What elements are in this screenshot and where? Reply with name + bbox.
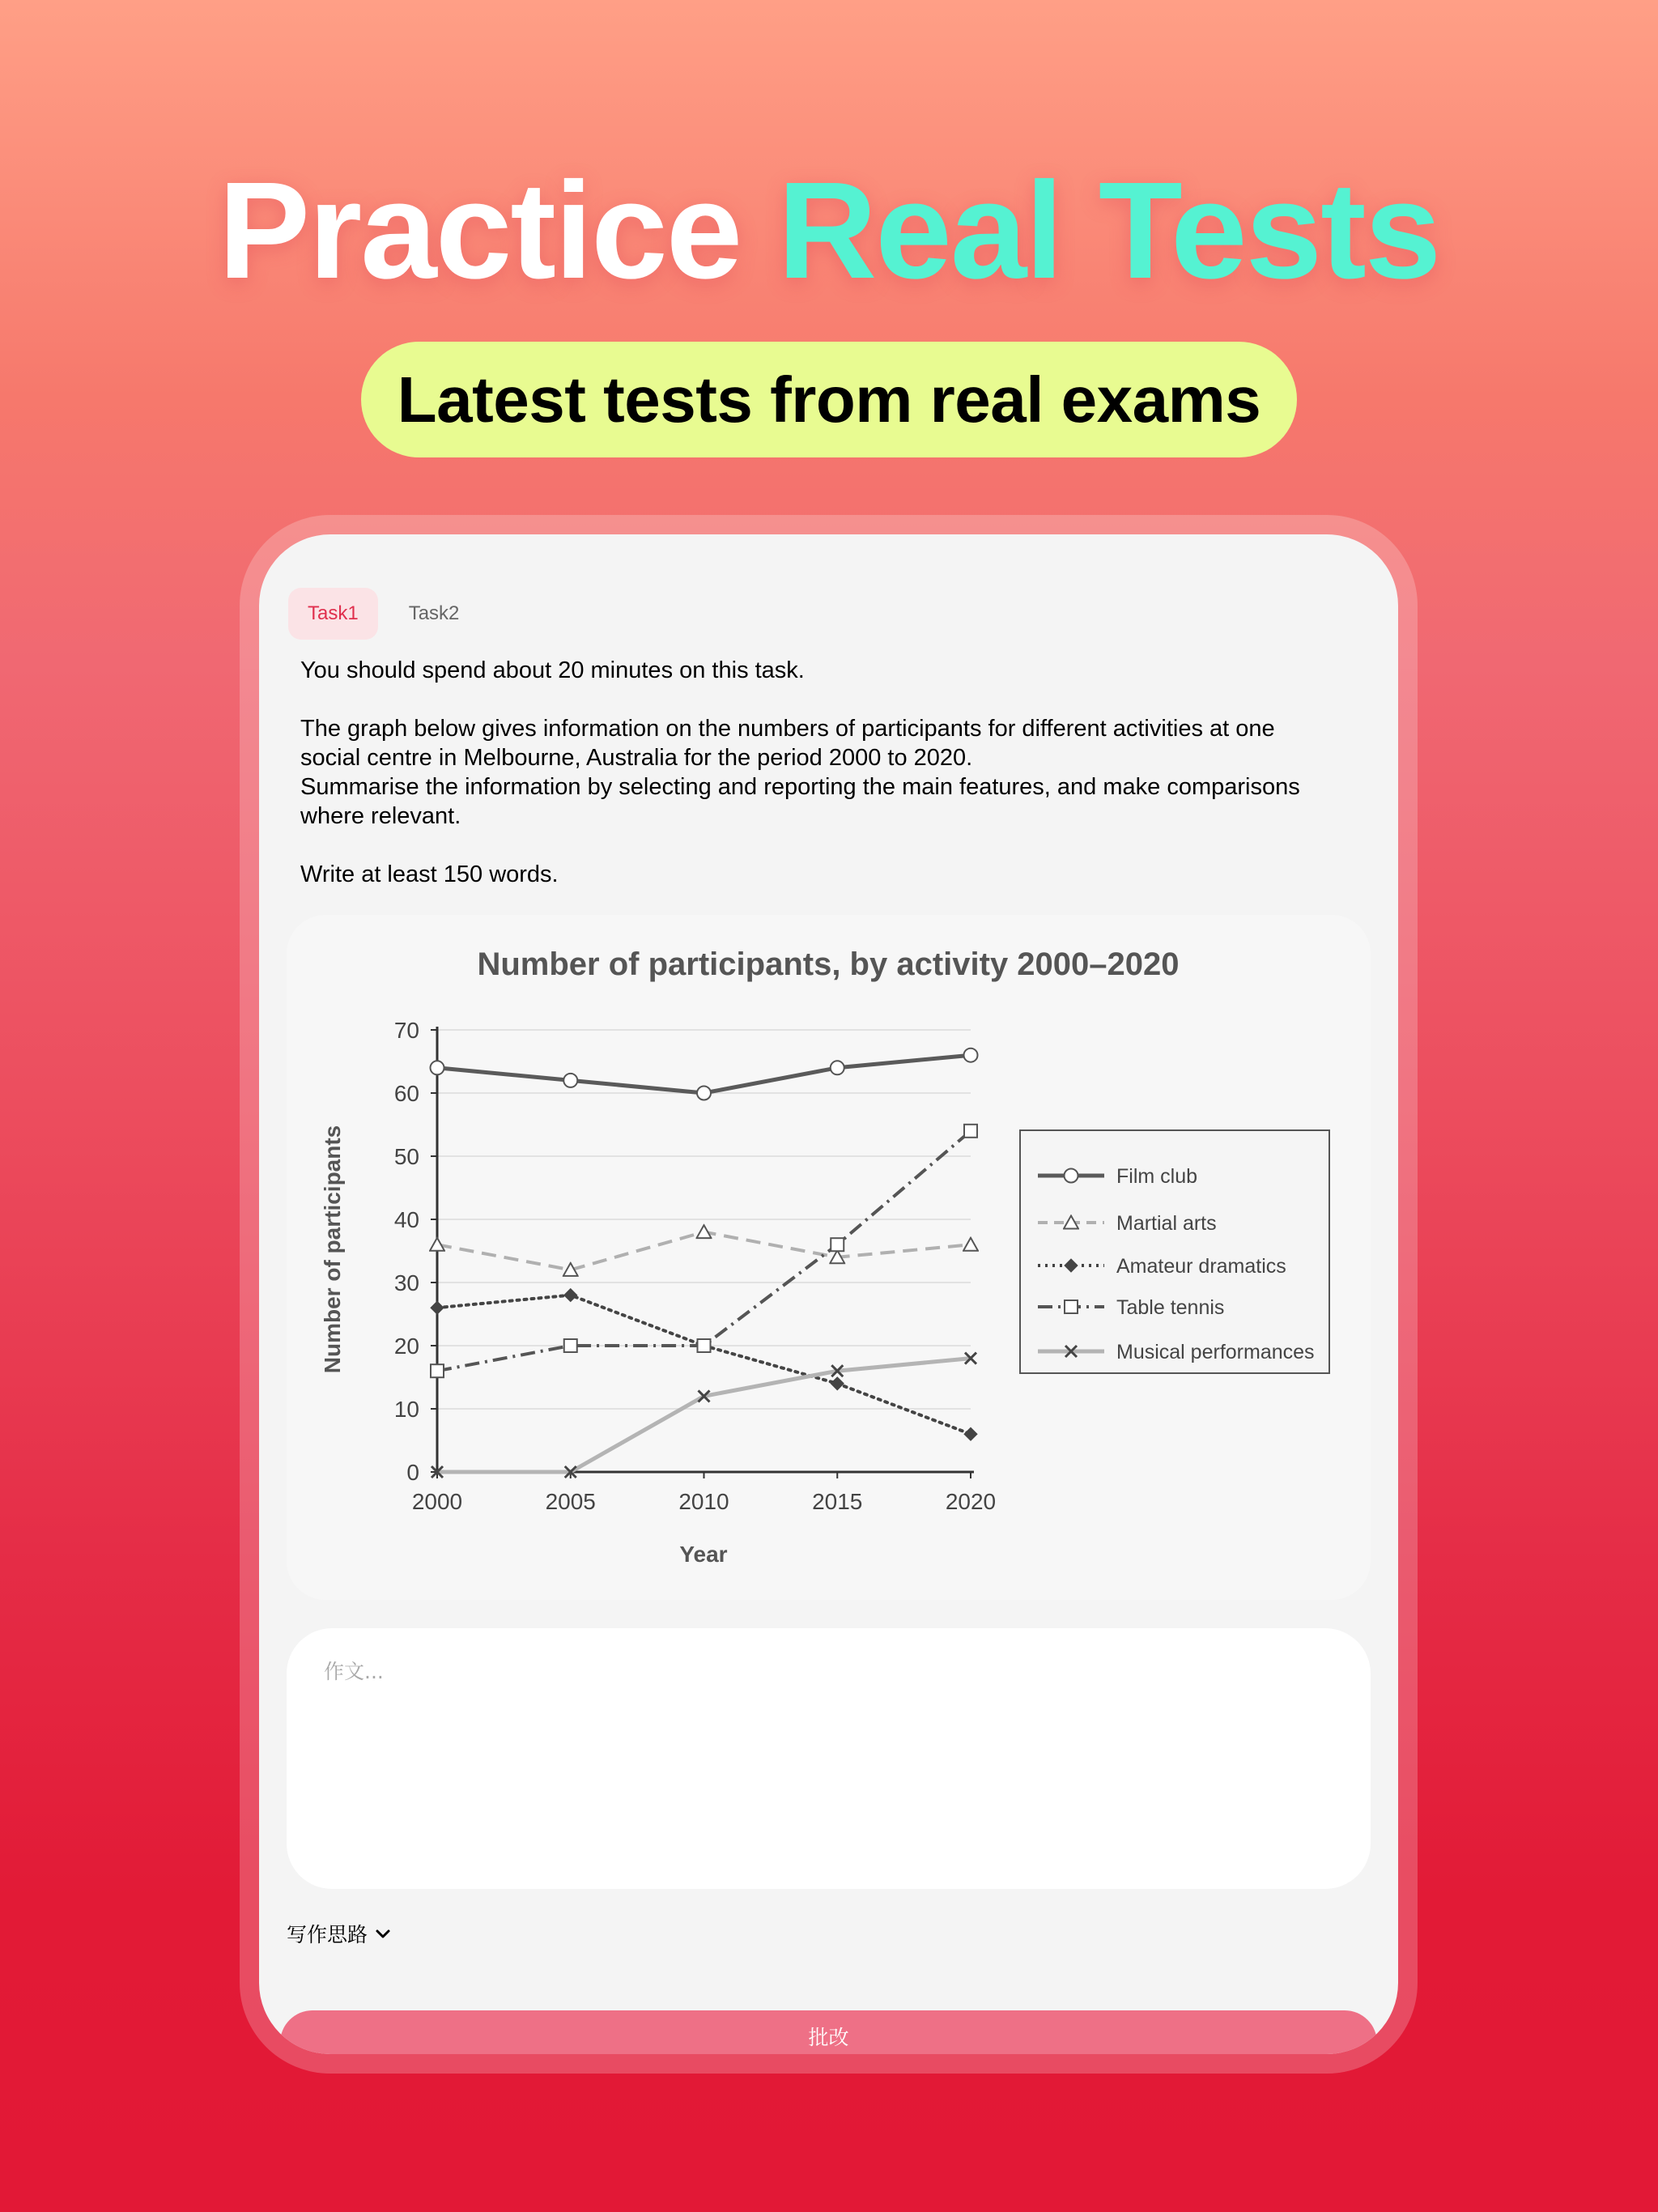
submit-button[interactable]: 批改	[280, 2010, 1377, 2054]
chart-y-tick-label: 10	[393, 1397, 419, 1422]
app-screen	[259, 534, 1398, 2054]
description-line: The graph below gives information on the numbers of participants for different activities at one	[300, 716, 1275, 742]
chart-y-tick-label: 30	[393, 1270, 419, 1295]
chart-x-axis-label: Year	[679, 1542, 728, 1567]
data-point-table-tennis	[564, 1339, 577, 1352]
description-line: social centre in Melbourne, Australia for the period 2000 to 2020.	[300, 745, 973, 771]
data-point-film-club	[831, 1061, 844, 1074]
chart-y-tick-label: 60	[393, 1081, 419, 1106]
chart-y-tick-label: 0	[406, 1460, 419, 1485]
chart-card	[287, 915, 1371, 1600]
legend-label-martial-arts: Martial arts	[1116, 1212, 1217, 1235]
writing-hints-toggle[interactable]	[287, 1919, 392, 1948]
writing-hints-label: 写作思路	[287, 1923, 368, 1946]
chart-x-tick-label: 2010	[678, 1489, 729, 1514]
chart-y-tick-label: 70	[393, 1018, 419, 1043]
data-point-martial-arts	[963, 1238, 978, 1251]
task-prompt	[300, 656, 1369, 889]
essay-box	[287, 1628, 1371, 1889]
task-tabs	[288, 588, 478, 640]
data-point-film-club	[964, 1049, 978, 1062]
task-description	[300, 714, 1369, 831]
chart-y-tick-label: 20	[393, 1334, 419, 1359]
legend-marker-film-club	[1065, 1169, 1078, 1183]
chevron-down-icon	[374, 1925, 392, 1942]
legend-label-amateur-dramatics: Amateur dramatics	[1116, 1255, 1286, 1278]
chart-y-tick-label: 40	[393, 1207, 419, 1232]
time-note: You should spend about 20 minutes on this task.	[300, 657, 805, 683]
instruction-line: Summarise the information by selecting and reporting the main features, and make comparisons	[300, 774, 1300, 800]
data-point-amateur-dramatics	[831, 1377, 844, 1390]
chart-x-tick-label: 2005	[545, 1489, 596, 1514]
legend-label-film-club: Film club	[1116, 1165, 1198, 1188]
series-line-musical-performances	[437, 1359, 971, 1472]
legend-label-table-tennis: Table tennis	[1116, 1296, 1225, 1319]
data-point-table-tennis	[964, 1125, 977, 1138]
legend-marker-table-tennis	[1065, 1300, 1078, 1313]
chart-x-tick-label: 2015	[812, 1489, 863, 1514]
essay-input[interactable]	[322, 1654, 1337, 1868]
hero-title	[0, 154, 1658, 308]
hero-title-real-tests: Real Tests	[777, 154, 1440, 308]
line-chart	[287, 915, 1371, 1600]
data-point-film-club	[563, 1074, 577, 1087]
data-point-amateur-dramatics	[431, 1301, 444, 1314]
chart-x-tick-label: 2000	[411, 1489, 463, 1514]
instruction-line: where relevant.	[300, 803, 461, 829]
device-frame	[240, 515, 1418, 2074]
chart-y-axis-label: Number of participants	[320, 1125, 345, 1374]
hero-title-practice: Practice	[218, 154, 742, 308]
legend-label-musical-performances: Musical performances	[1116, 1341, 1315, 1363]
data-point-film-club	[431, 1061, 444, 1074]
data-point-table-tennis	[431, 1364, 444, 1377]
data-point-amateur-dramatics	[564, 1289, 577, 1302]
data-point-table-tennis	[698, 1339, 711, 1352]
chart-y-tick-label: 50	[393, 1144, 419, 1169]
chart-title: Number of participants, by activity 2000–2020	[477, 946, 1180, 982]
tab-task2[interactable]: Task2	[408, 602, 460, 624]
word-count-note: Write at least 150 words.	[300, 861, 559, 887]
data-point-film-club	[697, 1087, 711, 1100]
tab-task1[interactable]: Task1	[288, 588, 378, 640]
data-point-table-tennis	[831, 1238, 844, 1251]
data-point-amateur-dramatics	[964, 1427, 977, 1440]
chart-x-tick-label: 2020	[945, 1489, 997, 1514]
hero-subtitle: Latest tests from real exams	[361, 342, 1297, 457]
